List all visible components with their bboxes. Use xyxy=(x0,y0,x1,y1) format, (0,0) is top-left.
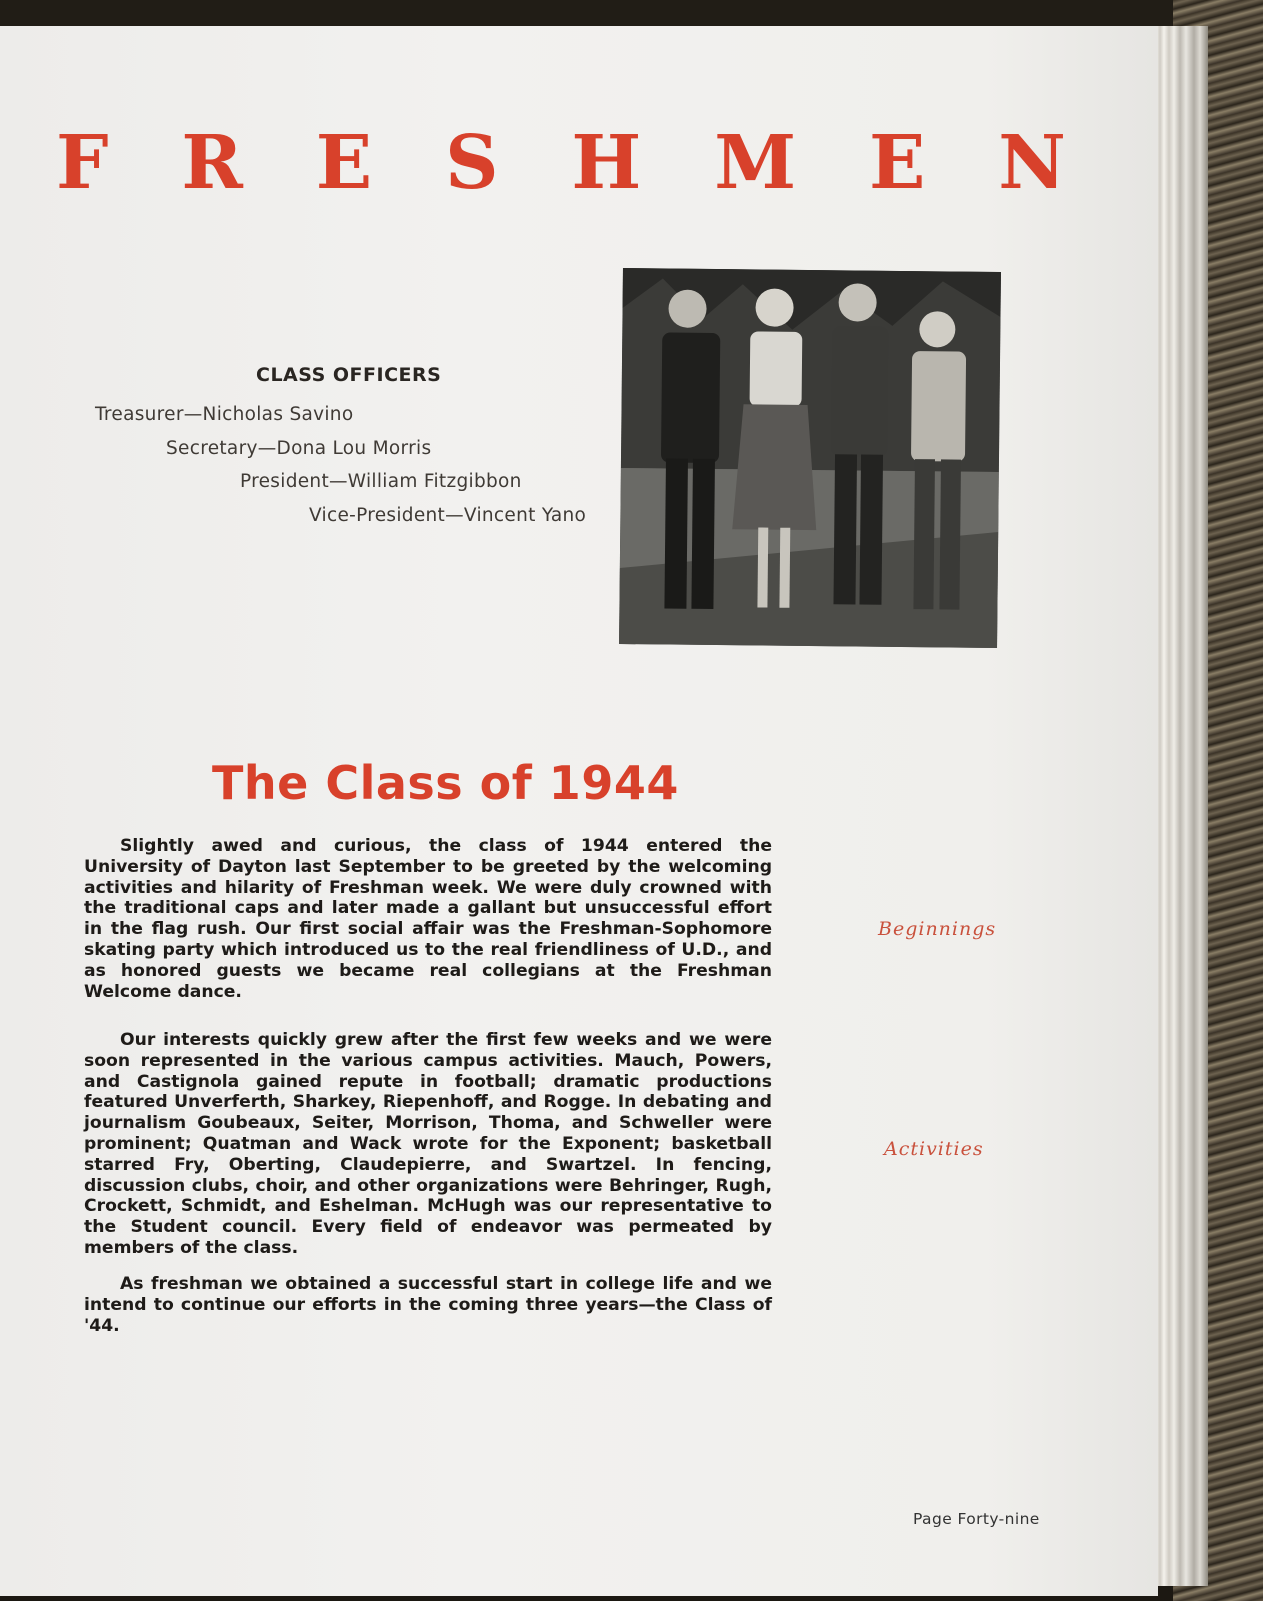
article-paragraph: Slightly awed and curious, the class of 1944 entered the University of Dayton last September to be greeted by the welcoming activities and hilarity of Freshman week. We were duly crowned with the traditional caps and later made a gallant but unsuccessful effort in the flag rush. Our first social affair was the Freshman-Sophomore skating party which introduced us to the real friendliness of U.D., and as honored guests we became real collegians at the Freshman Welcome dance. xyxy=(84,836,772,1002)
article-title: The Class of 1944 xyxy=(212,756,679,810)
officer-vice-president: Vice-President—Vincent Yano xyxy=(309,505,587,526)
class-officers-heading: CLASS OFFICERS xyxy=(256,364,442,386)
officer-president: President—William Fitzgibbon xyxy=(240,471,522,492)
page-number: Page Forty-nine xyxy=(913,1510,1040,1528)
page-edges xyxy=(1150,26,1208,1586)
title-letter: N xyxy=(998,120,1066,206)
title-letter: F xyxy=(56,120,109,206)
yearbook-page xyxy=(0,26,1158,1596)
photo-illustration xyxy=(619,268,1001,648)
article-paragraph: As freshman we obtained a successful start in college life and we intend to continue our efforts in the coming three years—the Class of '44. xyxy=(84,1274,772,1336)
title-letter: H xyxy=(571,120,642,206)
class-officers-photo xyxy=(619,268,1001,648)
margin-note-beginnings: Beginnings xyxy=(878,918,997,940)
title-letter: E xyxy=(869,120,926,206)
article-paragraph: Our interests quickly grew after the first few weeks and we were soon represented in the various campus activities. Mauch, Powers, and Castignola gained repute in football; dramatic productions featured Unverferth, Sharkey, Riepenhoff, and Rogge. In debating and journalism Goubeaux, Seiter, Morrison, Thoma, and Schweller were prominent; Quatman and Wack wrote for the Exponent; basketball starred Fry, Oberting, Claudepierre, and Swartzel. In fencing, discussion clubs, choir, and other organizations were Behringer, Rugh, Crockett, Schmidt, and Eshelman. McHugh was our representative to the Student council. Every field of endeavor was permeated by members of the class. xyxy=(84,1030,772,1258)
page-title xyxy=(56,120,1066,206)
margin-note-activities: Activities xyxy=(884,1138,984,1160)
title-letter: S xyxy=(445,120,499,206)
title-letter: R xyxy=(181,120,243,206)
officer-secretary: Secretary—Dona Lou Morris xyxy=(166,438,432,459)
title-letter: E xyxy=(315,120,373,206)
title-letter: M xyxy=(714,120,797,206)
officer-treasurer: Treasurer—Nicholas Savino xyxy=(95,404,354,425)
